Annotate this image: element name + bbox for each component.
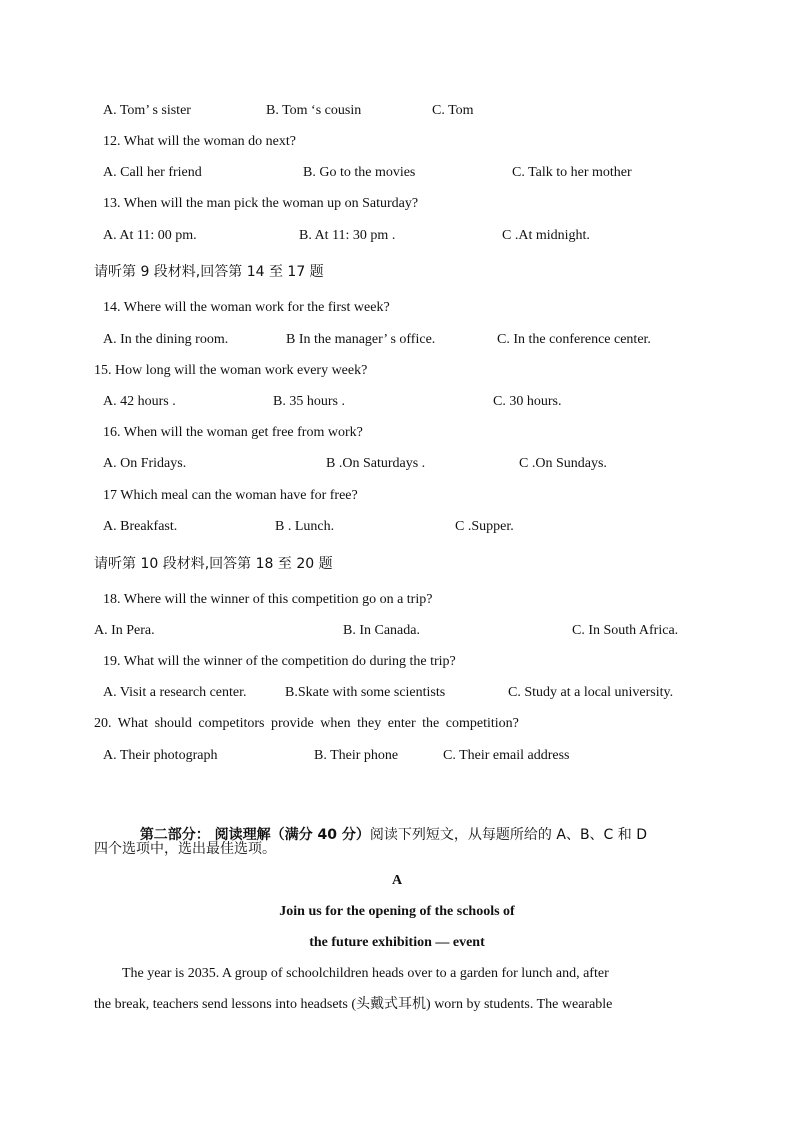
- part-two-heading-bold: 第二部分： 阅读理解（满分 40 分）: [139, 827, 370, 843]
- q11-option-a: A. Tom’ s sister: [103, 103, 191, 118]
- q11-option-c: C. Tom: [432, 103, 474, 118]
- section-10-heading: 请听第 10 段材料,回答第 18 至 20 题: [94, 556, 333, 572]
- q20-option-b: B. Their phone: [314, 748, 399, 763]
- q12-option-a: A. Call her friend: [103, 165, 202, 180]
- passage-body-line1: The year is 2035. A group of schoolchildren heads over to a garden for lunch and, after: [122, 966, 609, 981]
- q15-option-a: A. 42 hours .: [103, 394, 176, 409]
- passage-letter: A: [391, 873, 403, 888]
- q12-option-c: C. Talk to her mother: [512, 165, 632, 180]
- part-two-heading-line2: 四个选项中，选出最佳选项。: [94, 841, 276, 857]
- passage-title-line1: Join us for the opening of the schools of: [279, 904, 515, 919]
- q19-option-b: B.Skate with some scientists: [285, 685, 446, 700]
- q18-option-b: B. In Canada.: [343, 623, 420, 638]
- q13-question: 13. When will the man pick the woman up on Saturday?: [103, 196, 419, 211]
- q14-option-c: C. In the conference center.: [497, 332, 651, 347]
- q13-option-a: A. At 11: 00 pm.: [103, 228, 197, 243]
- q18-option-a: A. In Pera.: [94, 623, 155, 638]
- q14-question: 14. Where will the woman work for the first week?: [103, 300, 390, 315]
- part-two-heading-instructions: 阅读下列短文，从每题所给的 A、B、C 和 D: [369, 827, 648, 843]
- q19-option-a: A. Visit a research center.: [103, 685, 247, 700]
- q11-option-b: B. Tom ‘s cousin: [266, 103, 362, 118]
- q20-question: 20. What should competitors provide when they enter the competition?: [94, 716, 519, 731]
- q13-option-c: C .At midnight.: [502, 228, 590, 243]
- q12-question: 12. What will the woman do next?: [103, 134, 296, 149]
- q17-option-b: B . Lunch.: [275, 519, 335, 534]
- q20-option-a: A. Their photograph: [103, 748, 218, 763]
- q15-option-b: B. 35 hours .: [273, 394, 345, 409]
- q13-option-b: B. At 11: 30 pm .: [299, 228, 396, 243]
- q17-question: 17 Which meal can the woman have for free?: [103, 488, 358, 503]
- q15-option-c: C. 30 hours.: [493, 394, 562, 409]
- q17-option-c: C .Supper.: [455, 519, 514, 534]
- passage-body-line2: the break, teachers send lessons into headsets (头戴式耳机) worn by students. The wearable: [94, 997, 613, 1012]
- passage-title-line2: the future exhibition — event: [309, 935, 485, 950]
- q20-option-c: C. Their email address: [443, 748, 570, 763]
- q19-option-c: C. Study at a local university.: [508, 685, 674, 700]
- q16-question: 16. When will the woman get free from work?: [103, 425, 363, 440]
- q16-option-b: B .On Saturdays .: [326, 456, 426, 471]
- q14-option-a: A. In the dining room.: [103, 332, 229, 347]
- q18-option-c: C. In South Africa.: [572, 623, 679, 638]
- q14-option-b: B In the manager’ s office.: [286, 332, 436, 347]
- q17-option-a: A. Breakfast.: [103, 519, 178, 534]
- q15-question: 15. How long will the woman work every week?: [94, 363, 368, 378]
- q18-question: 18. Where will the winner of this competition go on a trip?: [103, 592, 433, 607]
- q19-question: 19. What will the winner of the competition do during the trip?: [103, 654, 456, 669]
- section-9-heading: 请听第 9 段材料,回答第 14 至 17 题: [94, 264, 324, 280]
- q16-option-c: C .On Sundays.: [519, 456, 607, 471]
- q12-option-b: B. Go to the movies: [303, 165, 416, 180]
- q16-option-a: A. On Fridays.: [103, 456, 187, 471]
